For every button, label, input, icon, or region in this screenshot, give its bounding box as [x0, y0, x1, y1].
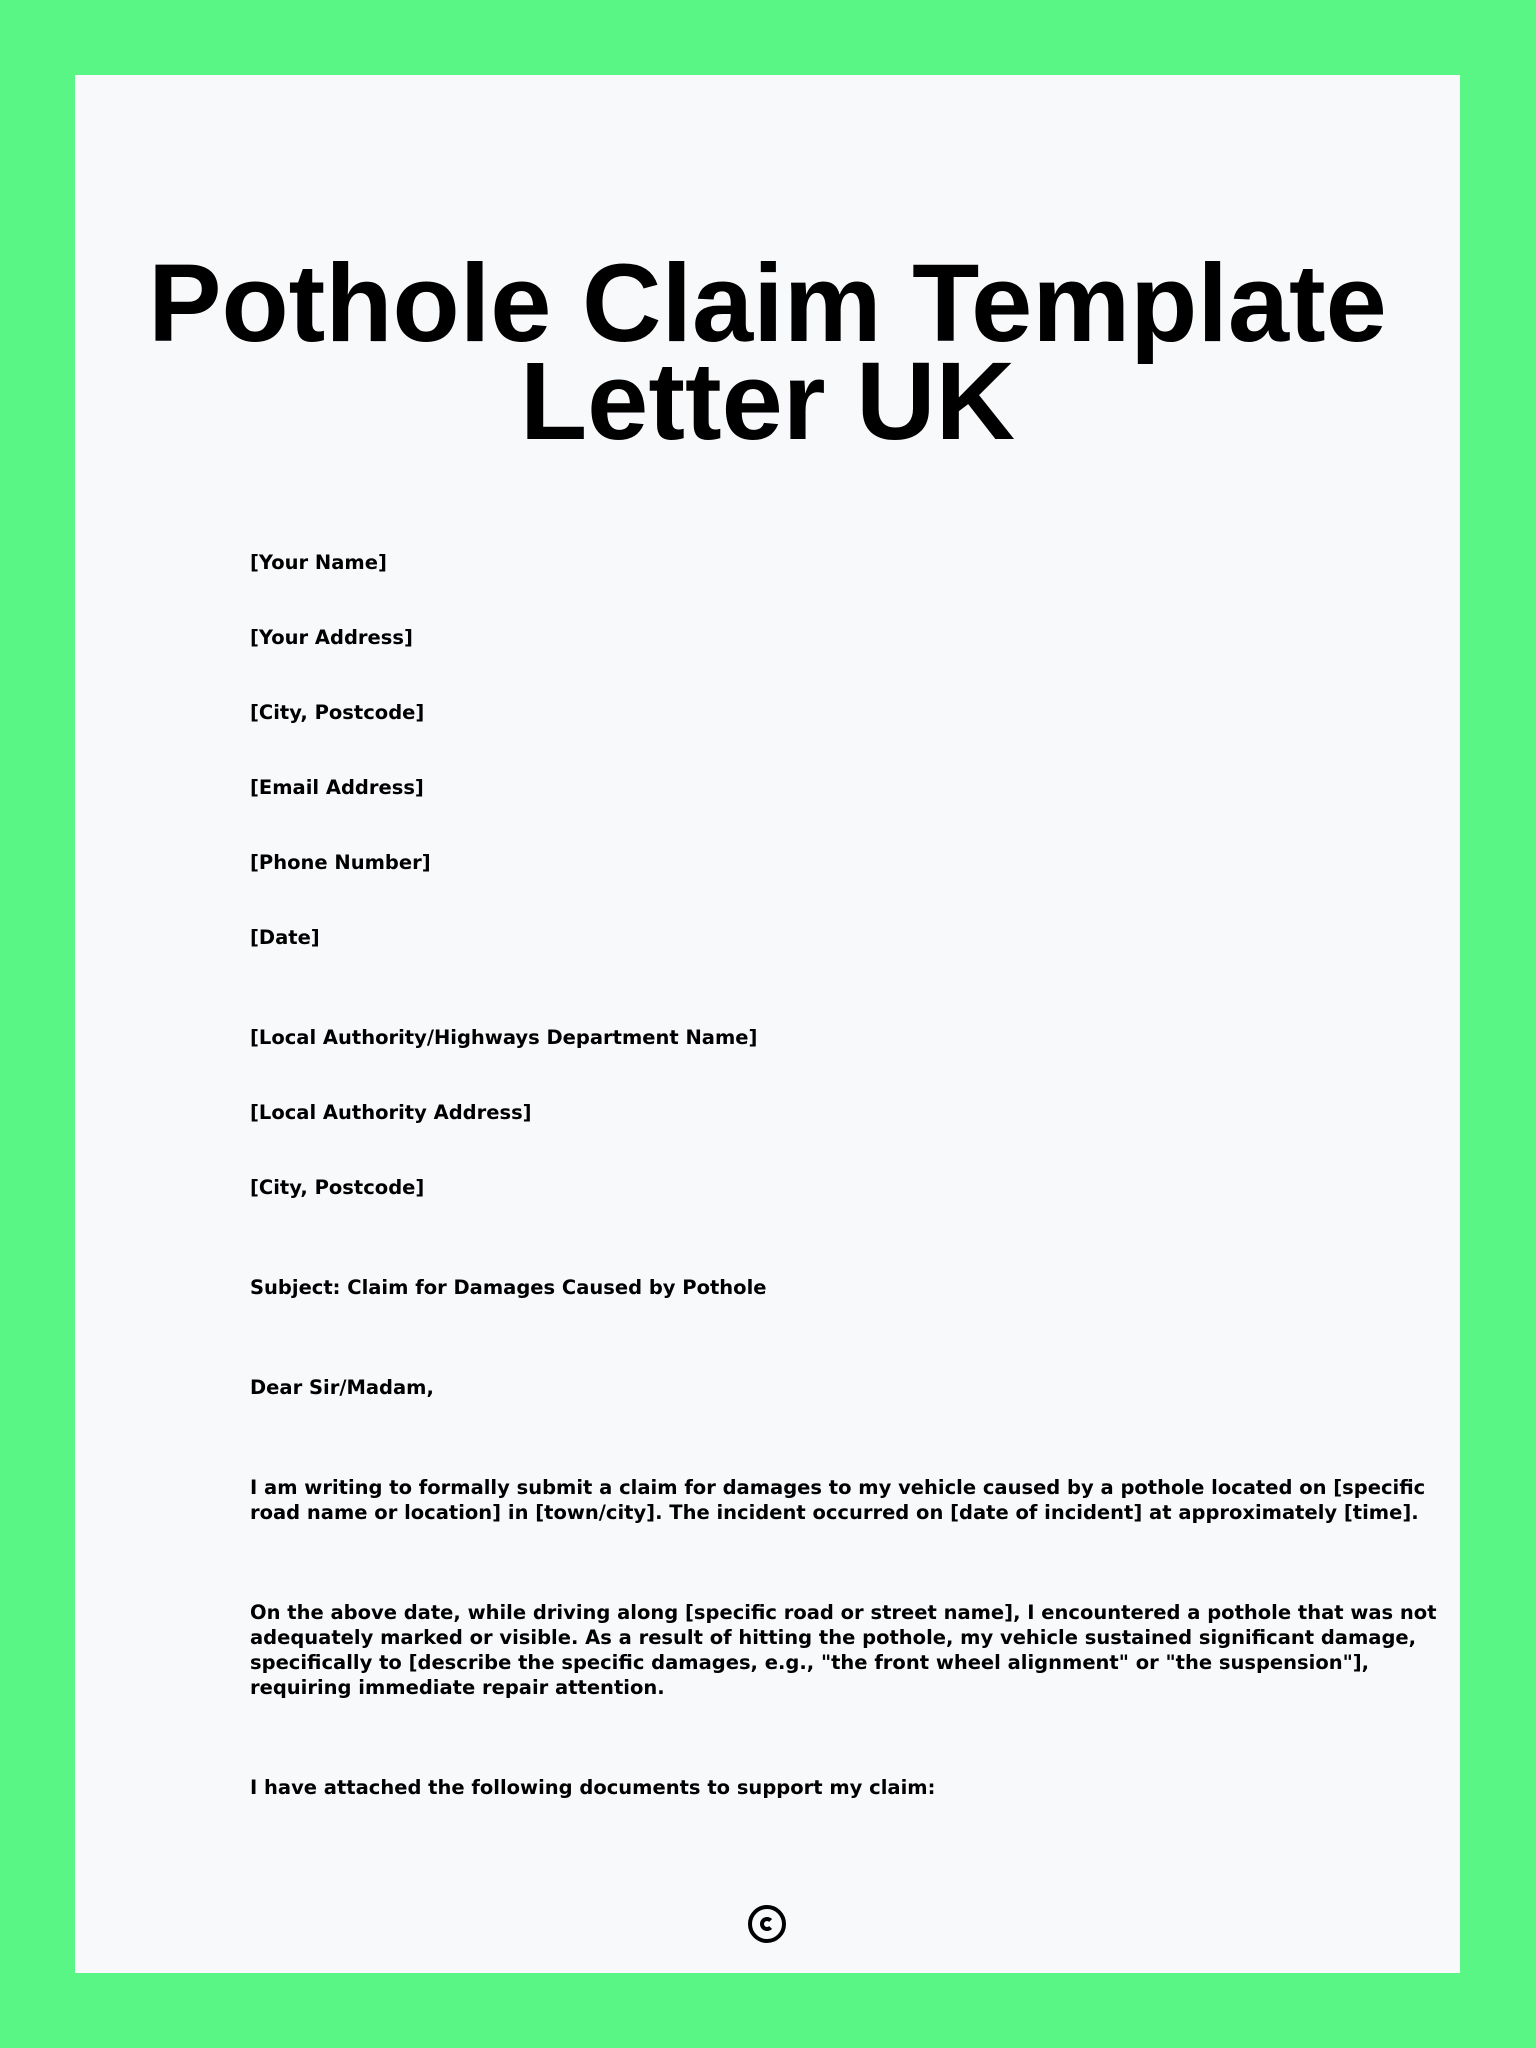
- recipient-address: [Local Authority Address]: [250, 1101, 532, 1124]
- paragraph-line: adequately marked or visible. As a result of hitting the pothole, my vehicle sustained significant damage,: [250, 1626, 1417, 1649]
- paragraph-line: specifically to [describe the specific damages, e.g., "the front wheel alignment" or "the suspension"],: [250, 1651, 1370, 1674]
- paragraph-line: road name or location] in [town/city]. The incident occurred on [date of incident] at approximately [time].: [250, 1501, 1419, 1524]
- paragraph-line: requiring immediate repair attention.: [250, 1676, 665, 1699]
- letter-page: [75, 75, 1460, 1973]
- sender-name: [Your Name]: [250, 551, 387, 574]
- paragraph-claim-intro: [250, 1475, 1426, 1525]
- paragraph-incident-details: [250, 1600, 1437, 1700]
- sender-city-postcode: [City, Postcode]: [250, 701, 425, 724]
- letter-subject: Subject: Claim for Damages Caused by Pothole: [250, 1276, 767, 1299]
- copyright-icon: [748, 1905, 786, 1943]
- paragraph-line: On the above date, while driving along [specific road or street name], I encountered a pothole that was not: [250, 1601, 1437, 1624]
- sender-email: [Email Address]: [250, 776, 424, 799]
- page-title: [75, 242, 1460, 463]
- title-line-2: Letter UK: [519, 340, 1016, 463]
- letter-date: [Date]: [250, 926, 320, 949]
- paragraph-attachments: I have attached the following documents to support my claim:: [250, 1776, 936, 1799]
- salutation: Dear Sir/Madam,: [250, 1376, 434, 1399]
- sender-address: [Your Address]: [250, 626, 413, 649]
- title-line-1: Pothole Claim Template: [148, 242, 1387, 365]
- recipient-name: [Local Authority/Highways Department Name]: [250, 1026, 758, 1049]
- paragraph-line: I am writing to formally submit a claim for damages to my vehicle caused by a pothole located on [specific: [250, 1476, 1426, 1499]
- sender-phone: [Phone Number]: [250, 851, 431, 874]
- recipient-city-postcode: [City, Postcode]: [250, 1176, 425, 1199]
